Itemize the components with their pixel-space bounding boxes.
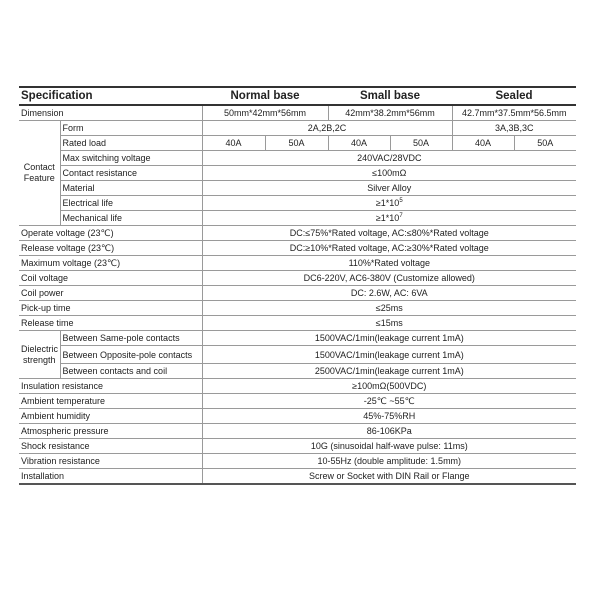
- cell-value: 1500VAC/1min(leakage current 1mA): [202, 346, 576, 364]
- group-label-contact-feature: Contact Feature: [19, 121, 60, 226]
- table-row: [19, 346, 576, 364]
- cell-value: 10-55Hz (double amplitude: 1.5mm): [202, 454, 576, 469]
- header-sealed: Sealed: [452, 87, 576, 105]
- row-label: Max switching voltage: [60, 151, 202, 166]
- table-row: [19, 271, 576, 286]
- row-label: Coil power: [19, 286, 202, 301]
- table-row: [19, 316, 576, 331]
- table-row: [19, 379, 576, 394]
- cell-value: [202, 196, 576, 211]
- table-row: [19, 226, 576, 241]
- cell-value: 50A: [390, 136, 452, 151]
- row-label: Ambient temperature: [19, 394, 202, 409]
- table-row: [19, 286, 576, 301]
- cell-value: ≤25ms: [202, 301, 576, 316]
- row-label: Vibration resistance: [19, 454, 202, 469]
- row-label: Between contacts and coil: [60, 364, 202, 379]
- cell-value: DC:≤75%*Rated voltage, AC:≤80%*Rated voltage: [202, 226, 576, 241]
- row-label: Pick-up time: [19, 301, 202, 316]
- cell-value: [202, 211, 576, 226]
- cell-value: 50A: [265, 136, 328, 151]
- header-small-base: Small base: [328, 87, 452, 105]
- cell-value: 42mm*38.2mm*56mm: [328, 105, 452, 121]
- header-normal-base: Normal base: [202, 87, 328, 105]
- cell-value: 3A,3B,3C: [452, 121, 576, 136]
- row-label: Dimension: [19, 105, 202, 121]
- electrical-life-exponent: 5: [399, 198, 403, 204]
- table-row: [19, 211, 576, 226]
- cell-value: Silver Alloy: [202, 181, 576, 196]
- cell-value: ≤100mΩ: [202, 166, 576, 181]
- cell-value: DC: 2.6W, AC: 6VA: [202, 286, 576, 301]
- row-label: Ambient humidity: [19, 409, 202, 424]
- cell-value: 1500VAC/1min(leakage current 1mA): [202, 331, 576, 346]
- table-row: [19, 196, 576, 211]
- table-row: [19, 439, 576, 454]
- cell-value: 10G (sinusoidal half-wave pulse: 11ms): [202, 439, 576, 454]
- mechanical-life-exponent: 7: [399, 213, 403, 219]
- header-specification: Specification: [19, 87, 202, 105]
- table-row: [19, 151, 576, 166]
- row-label: Material: [60, 181, 202, 196]
- cell-value: 40A: [202, 136, 265, 151]
- row-label: Operate voltage (23℃): [19, 226, 202, 241]
- cell-value: 2A,2B,2C: [202, 121, 452, 136]
- table-row: [19, 301, 576, 316]
- cell-value: 2500VAC/1min(leakage current 1mA): [202, 364, 576, 379]
- cell-value: 50mm*42mm*56mm: [202, 105, 328, 121]
- row-label: Between Opposite-pole contacts: [60, 346, 202, 364]
- cell-value: 240VAC/28VDC: [202, 151, 576, 166]
- table-row: [19, 394, 576, 409]
- table-row: [19, 166, 576, 181]
- table-row: [19, 364, 576, 379]
- row-label: Form: [60, 121, 202, 136]
- table-row: [19, 105, 576, 121]
- row-label: Rated load: [60, 136, 202, 151]
- row-label: Contact resistance: [60, 166, 202, 181]
- cell-value: 40A: [328, 136, 390, 151]
- row-label: Coil voltage: [19, 271, 202, 286]
- cell-value: 42.7mm*37.5mm*56.5mm: [452, 105, 576, 121]
- row-label: Insulation resistance: [19, 379, 202, 394]
- table-row: [19, 331, 576, 346]
- electrical-life-base: ≥1*10: [375, 198, 400, 208]
- row-label: Installation: [19, 469, 202, 485]
- table-header-row: [19, 87, 576, 105]
- cell-value: -25℃ ~55℃: [202, 394, 576, 409]
- table-row: [19, 121, 576, 136]
- cell-value: 40A: [452, 136, 514, 151]
- cell-value: 45%-75%RH: [202, 409, 576, 424]
- table-row: [19, 469, 576, 485]
- table-row: [19, 409, 576, 424]
- row-label: Release time: [19, 316, 202, 331]
- row-label: Electrical life: [60, 196, 202, 211]
- row-label: Shock resistance: [19, 439, 202, 454]
- cell-value: ≥100mΩ(500VDC): [202, 379, 576, 394]
- mechanical-life-base: ≥1*10: [375, 213, 400, 223]
- table-row: [19, 424, 576, 439]
- table-row: [19, 241, 576, 256]
- table-row: [19, 454, 576, 469]
- cell-value: DC:≥10%*Rated voltage, AC:≥30%*Rated voltage: [202, 241, 576, 256]
- specification-table: [19, 86, 576, 485]
- table-row: [19, 181, 576, 196]
- group-label-dielectric-strength: Dielectric strength: [19, 331, 60, 379]
- cell-value: 50A: [514, 136, 576, 151]
- table-row: [19, 136, 576, 151]
- cell-value: ≤15ms: [202, 316, 576, 331]
- cell-value: Screw or Socket with DIN Rail or Flange: [202, 469, 576, 485]
- cell-value: DC6-220V, AC6-380V (Customize allowed): [202, 271, 576, 286]
- cell-value: 86-106KPa: [202, 424, 576, 439]
- cell-value: 110%*Rated voltage: [202, 256, 576, 271]
- table-row: [19, 256, 576, 271]
- row-label: Between Same-pole contacts: [60, 331, 202, 346]
- row-label: Atmospheric pressure: [19, 424, 202, 439]
- row-label: Mechanical life: [60, 211, 202, 226]
- row-label: Maximum voltage (23℃): [19, 256, 202, 271]
- row-label: Release voltage (23℃): [19, 241, 202, 256]
